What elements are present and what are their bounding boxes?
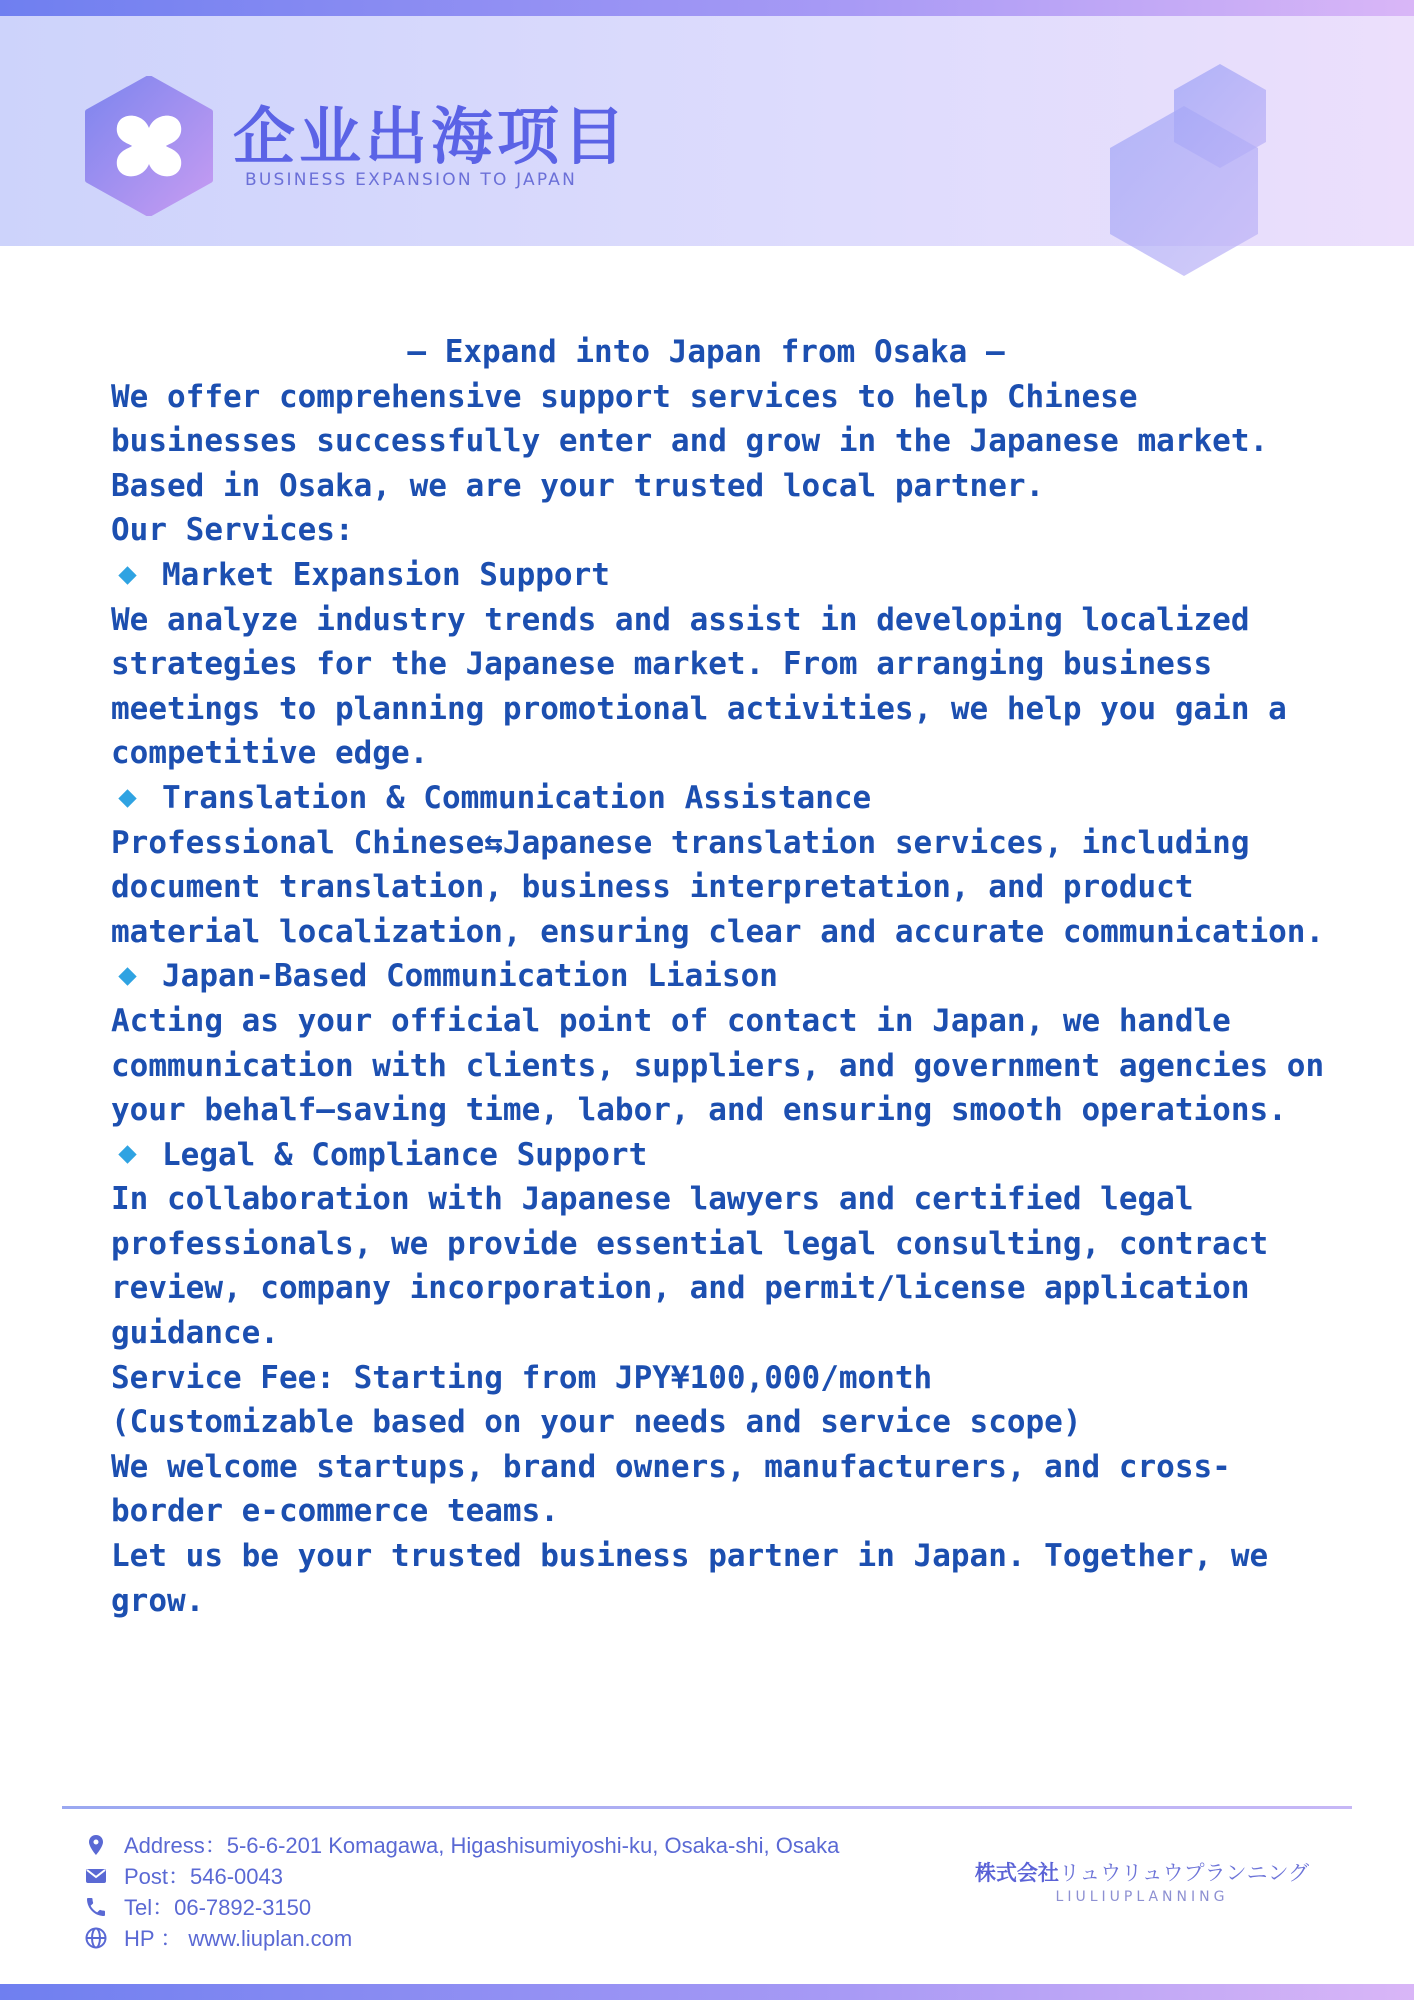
service-title: Japan-Based Communication Liaison: [162, 958, 778, 995]
service-item: [111, 776, 1331, 821]
footer-divider: [62, 1806, 1352, 1809]
tagline: — Expand into Japan from Osaka —: [407, 334, 1005, 370]
homepage-link[interactable]: HP ： www.liuplan.com: [124, 1926, 353, 1951]
service-fee: Service Fee: Starting from JPY¥100,000/month: [111, 1359, 933, 1396]
service-item: [111, 553, 1331, 598]
service-title: Legal & Compliance Support: [162, 1136, 648, 1173]
diamond-bullet-icon: [118, 1146, 136, 1164]
tel-text: Tel：06-7892-3150: [124, 1895, 312, 1920]
mail-icon: [84, 1864, 108, 1888]
logo-icon: [84, 76, 214, 216]
post-text: Post：546-0043: [124, 1864, 283, 1889]
page-subtitle: BUSINESS EXPANSION TO JAPAN: [245, 170, 577, 190]
service-description: Acting as your official point of contact in Japan, we handle communication with clients, suppliers, and government agencies on your behalf—saving time, labor, and ensuring smooth operations.: [111, 1002, 1325, 1129]
top-gradient-bar: [0, 0, 1414, 16]
closing-text: Let us be your trusted business partner in Japan. Together, we grow.: [111, 1538, 1269, 1619]
main-content: [111, 330, 1331, 1623]
service-description: Professional Chinese⇆Japanese translation services, including document translation, business interpretation, and product material localization, ensuring clear and accurate communication.: [111, 824, 1325, 950]
company-name-kana: リュウリュウプランニング: [1058, 1861, 1310, 1885]
location-pin-icon: [84, 1833, 108, 1857]
diamond-bullet-icon: [118, 789, 136, 807]
address-row: [84, 1829, 839, 1860]
company-prefix: 株式会社: [974, 1861, 1059, 1885]
diamond-bullet-icon: [118, 566, 136, 584]
service-title: Market Expansion Support: [162, 556, 610, 593]
company-name-en: LIULIUPLANNING: [1055, 1889, 1229, 1905]
contact-info: [84, 1829, 839, 1953]
globe-icon: [84, 1926, 108, 1950]
homepage-row: [84, 1922, 839, 1953]
bottom-gradient-bar: [0, 1984, 1414, 2000]
page-title: 企业出海项目: [233, 100, 630, 173]
company-name: [968, 1857, 1316, 1887]
company-logo: [968, 1857, 1316, 1905]
address-text: Address：5-6-6-201 Komagawa, Higashisumiyoshi-ku, Osaka-shi, Osaka: [124, 1833, 840, 1858]
tel-row: [84, 1891, 839, 1922]
services-heading: Our Services:: [111, 512, 354, 549]
service-item: [111, 1133, 1331, 1178]
post-row: [84, 1860, 839, 1891]
service-title: Translation & Communication Assistance: [162, 779, 872, 816]
intro-paragraph: We offer comprehensive support services to help Chinese businesses successfully enter and grow in the Japanese market. Based in Osaka, we are your trusted local partner.: [111, 378, 1269, 504]
phone-icon: [84, 1895, 108, 1919]
diamond-bullet-icon: [118, 967, 136, 985]
service-description: We analyze industry trends and assist in developing localized strategies for the Japanese market. From arranging business meetings to planning promotional activities, we help you gain a competitive edge.: [111, 601, 1287, 772]
hexagon-decoration: [1100, 56, 1320, 286]
welcome-text: We welcome startups, brand owners, manufacturers, and cross-border e-commerce teams.: [111, 1448, 1231, 1530]
service-item: [111, 954, 1331, 999]
service-fee-note: (Customizable based on your needs and service scope): [111, 1404, 1082, 1441]
service-description: In collaboration with Japanese lawyers and certified legal professionals, we provide essential legal consulting, contract review, company incorporation, and permit/license application guidance.: [111, 1181, 1269, 1352]
